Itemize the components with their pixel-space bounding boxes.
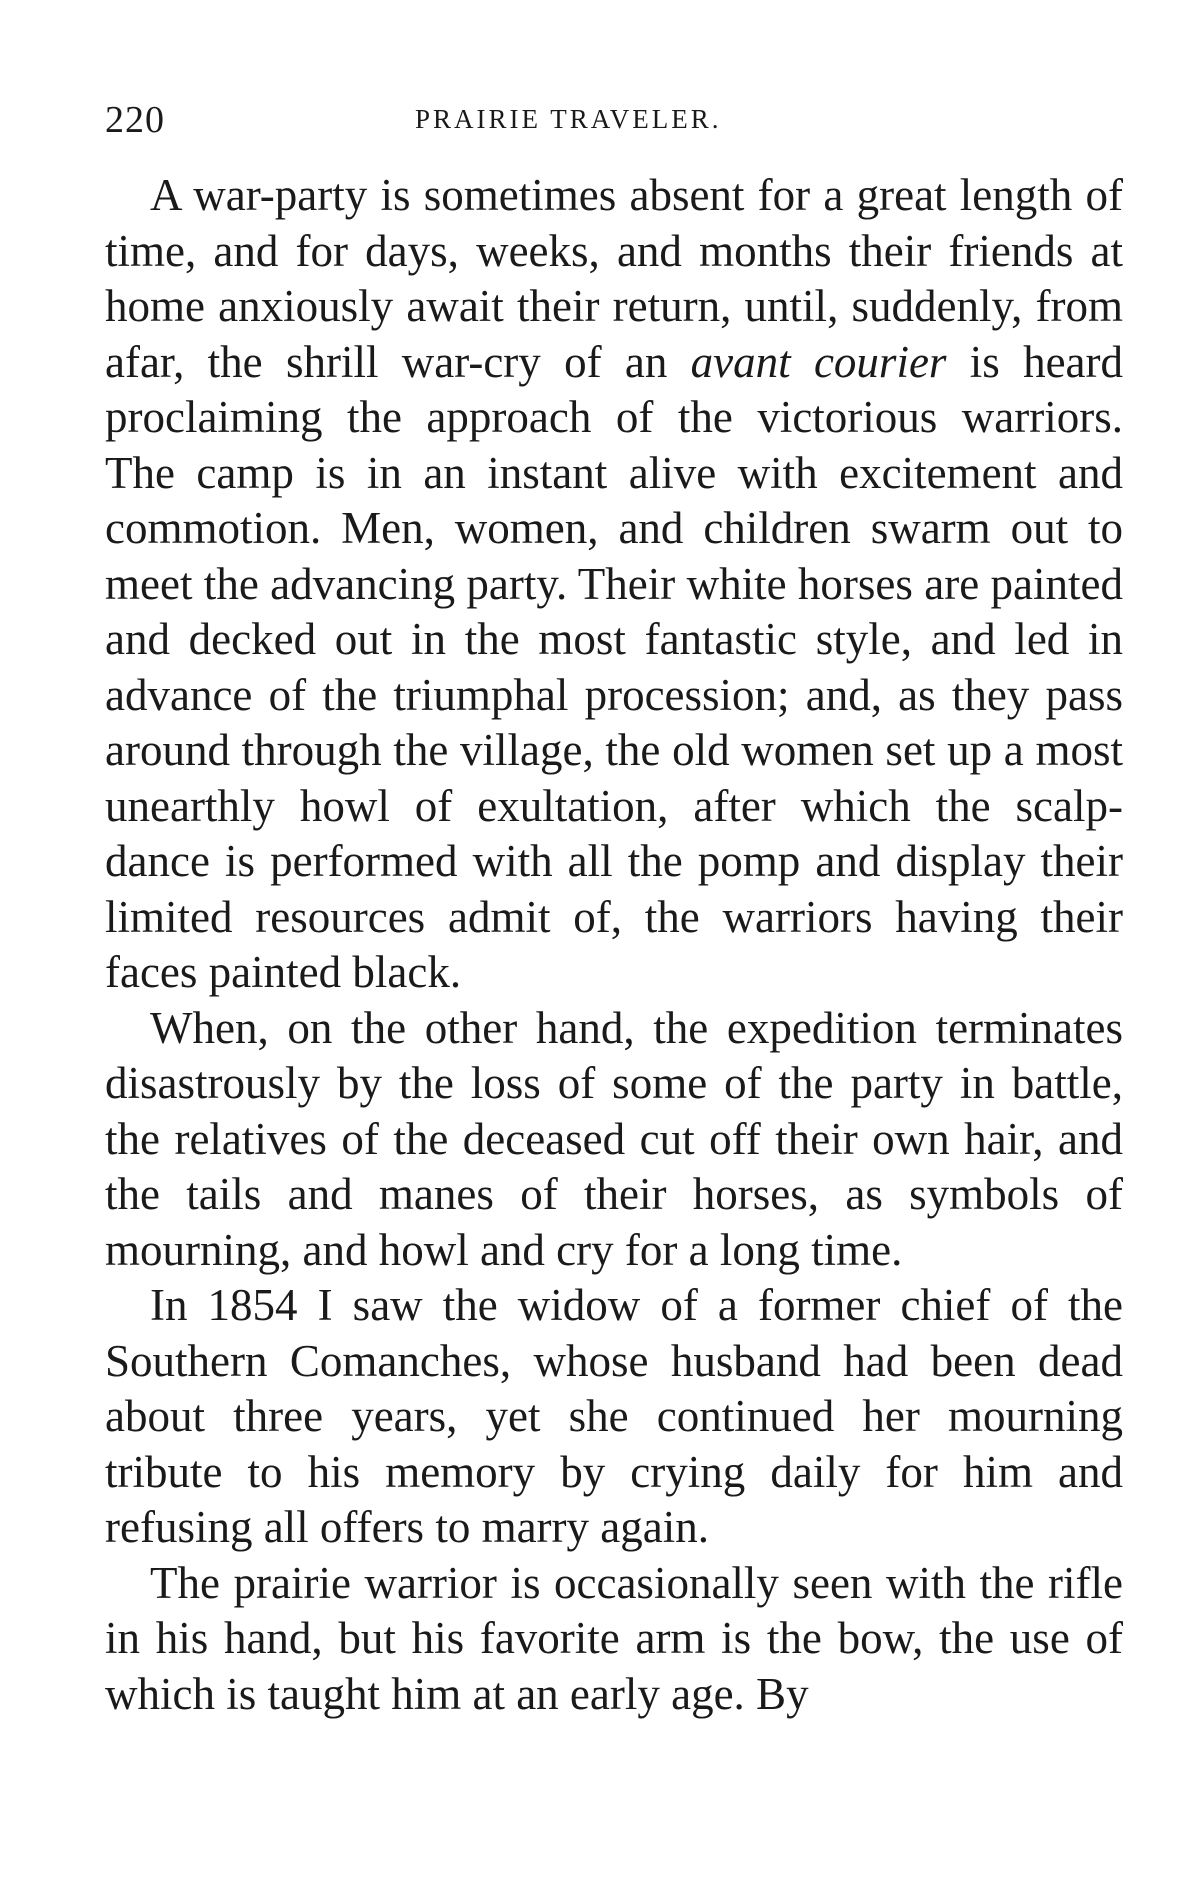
italic-phrase: avant courier <box>690 336 947 387</box>
paragraph-text-start: A war-party is sometimes absent for a great length of time, and for days, weeks, and months their friends at home anxiously await their return, until, suddenly, from afar, the shrill war-cry of an <box>105 170 1123 387</box>
paragraph-text-end: is heard proclaiming the approach of the victorious warriors. The camp is in an instant alive with excitement and commotion. Men, women, and children swarm out to meet the advancing party. Their white horses are painted and decked out in the most fantastic style, and led in advance of the triumphal procession; and, as they pass around through the village, the old women set up a most unearthly howl of exultation, after which the scalp-dance is performed with all the pomp and display their limited resources admit of, the warriors having their faces painted black. <box>105 336 1124 997</box>
running-head <box>105 98 1123 148</box>
paragraph-war-party-return <box>105 168 1123 1001</box>
running-title: PRAIRIE TRAVELER. <box>415 104 722 134</box>
paragraph-disastrous-expedition: When, on the other hand, the expedition terminates disastrously by the loss of some of the party in battle, the relatives of the deceased cut off their own hair, and the tails and manes of their horses, as symbols of mourning, and howl and cry for a long time. <box>105 1002 1123 1275</box>
page-number: 220 <box>105 99 165 141</box>
paragraph-prairie-warrior: The prairie warrior is occasionally seen with the rifle in his hand, but his favorite arm is the bow, the use of which is taught him at an early age. By <box>105 1557 1123 1719</box>
body-text <box>105 168 1123 1722</box>
paragraph-comanche-widow: In 1854 I saw the widow of a former chief of the Southern Comanches, whose husband had been dead about three years, yet she continued her mourning tribute to his memory by crying daily for him and refusing all offers to marry again. <box>105 1280 1123 1552</box>
